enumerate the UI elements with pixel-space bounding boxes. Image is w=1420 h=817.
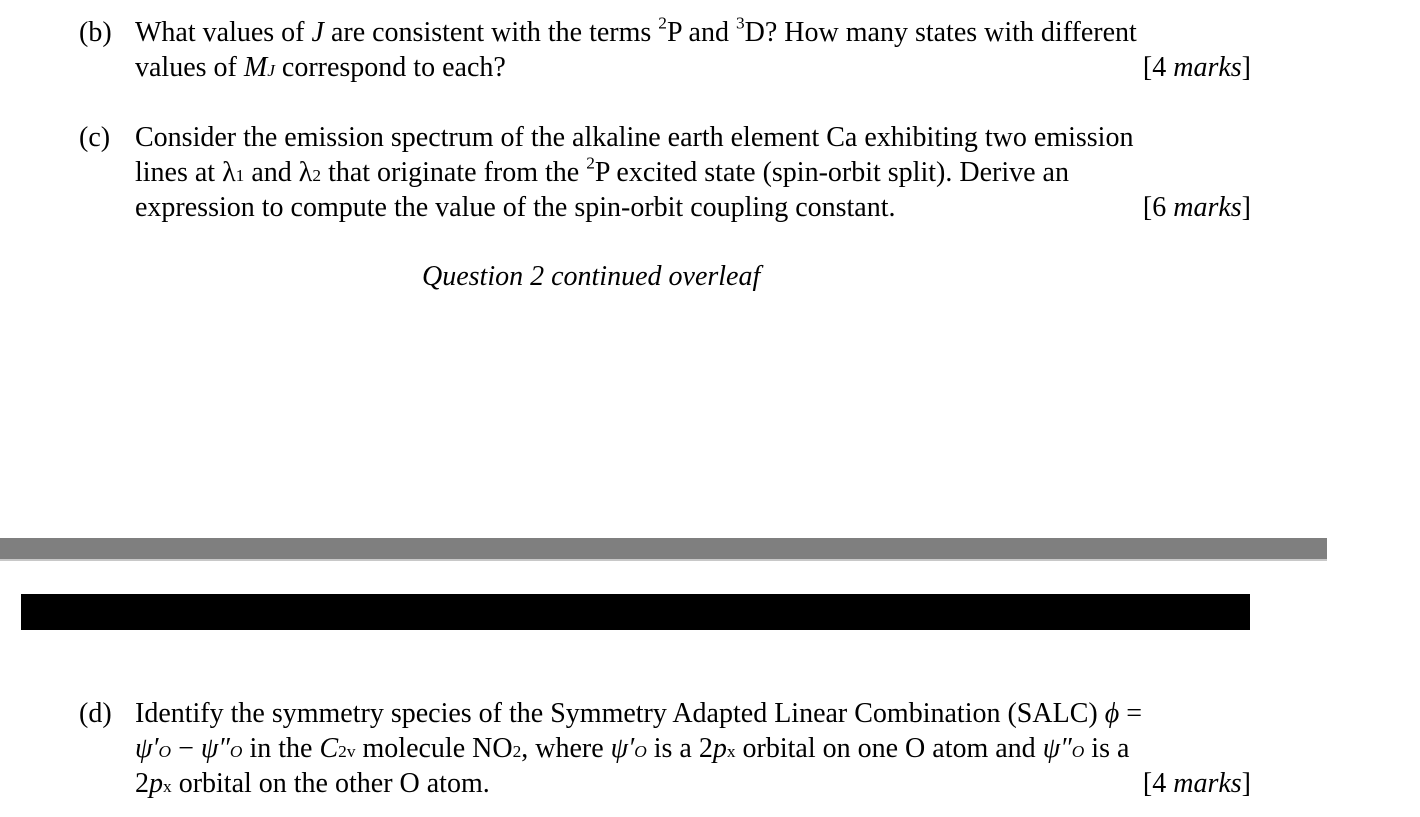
question-d bbox=[79, 696, 1251, 801]
redaction-bar bbox=[21, 594, 1250, 630]
question-b bbox=[79, 15, 1251, 85]
question-d-line-2: ψ′O − ψ″O in the C2v molecule NO2, where ψ′O is a 2px orbital on one O atom and ψ″O is a bbox=[135, 733, 1130, 764]
question-c-line-3: expression to compute the value of the spin-orbit coupling constant. [6 marks] bbox=[135, 192, 1251, 223]
page-divider bbox=[0, 538, 1327, 561]
question-b-line-2: values of MJ correspond to each? [4 marks] bbox=[135, 52, 1251, 83]
question-b-marks: [4 marks] bbox=[1142, 52, 1251, 83]
question-c-line-1: Consider the emission spectrum of the alkaline earth element Ca exhibiting two emission bbox=[135, 122, 1134, 153]
question-c bbox=[79, 120, 1251, 225]
question-c-marks: [6 marks] bbox=[1142, 192, 1251, 223]
question-b-line-1: What values of J are consistent with the terms $^2$P and $^3$D? How many states with different bbox=[135, 13, 1137, 48]
question-c-label: (c) bbox=[79, 122, 111, 153]
question-d-line-1: Identify the symmetry species of the Symmetry Adapted Linear Combination (SALC) ϕ = bbox=[135, 698, 1142, 729]
question-d-line-3: 2px orbital on the other O atom. [4 marks] bbox=[135, 768, 1251, 799]
continued-overleaf-note: Question 2 continued overleaf bbox=[422, 261, 761, 292]
question-d-marks: [4 marks] bbox=[1142, 768, 1251, 799]
question-d-label: (d) bbox=[79, 698, 112, 729]
question-c-line-2: lines at λ1 and λ2 that originate from the $^2$P excited state (spin-orbit split). Derive an bbox=[135, 153, 1069, 188]
question-b-label: (b) bbox=[79, 17, 112, 48]
